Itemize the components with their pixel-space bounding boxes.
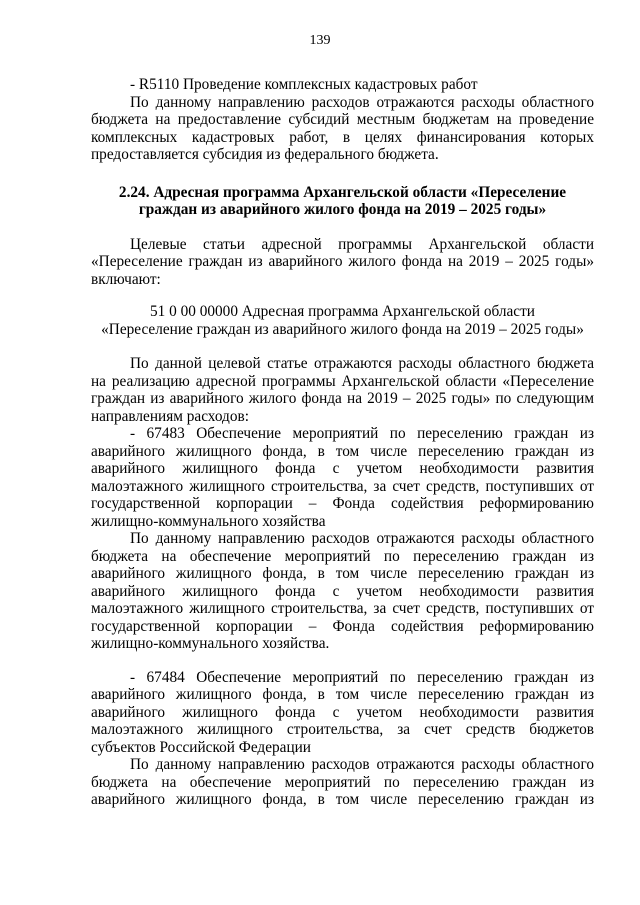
item-r5110: - R5110 Проведение комплексных кадастровых работ: [130, 76, 478, 93]
section-heading-line-2: граждан из аварийного жилого фонда на 2019 – 2025 годы»: [138, 201, 547, 218]
target-article-line-2: «Переселение граждан из аварийного жилого фонда на 2019 – 2025 годы»: [101, 320, 584, 338]
document-body: [91, 76, 594, 809]
text-r5110: По данному направлению расходов отражаются расходы областного бюджета на предоставление субсидий местным бюджетам на проведение комплексных кадастровых работ, в целях финансирования которых предоставляется субсидия из федерального бюджета.: [91, 93, 594, 163]
target-article-line-1: 51 0 00 00000 Адресная программа Архангельской области: [150, 303, 535, 320]
spacer: [91, 164, 594, 184]
page-number: 139: [309, 33, 331, 48]
spacer: [91, 338, 594, 355]
text-67484: По данному направлению расходов отражаются расходы областного бюджета на обеспечение мероприятий по переселению граждан из аварийного жилищного фонда, в том числе переселению граждан из: [91, 756, 594, 808]
spacer: [91, 653, 594, 669]
spacer: [91, 219, 594, 236]
item-67483: - 67483 Обеспечение мероприятий по переселению граждан из аварийного жилищного фонда, в том числе переселению граждан из аварийного жилищного фонда с учетом необходимости развития малоэтажного жилищного строительства, за счет средств, поступивших от государственной корпорации – Фонда содействия реформированию жилищно-коммунального хозяйства: [91, 425, 594, 530]
spacer: [91, 288, 594, 303]
intro-paragraph: Целевые статьи адресной программы Архангельской области «Переселение граждан из аварийного жилого фонда на 2019 – 2025 годы» включают:: [91, 235, 594, 288]
target-article-text: По данной целевой статье отражаются расходы областного бюджета на реализацию адресной программы Архангельской области «Переселение граждан из аварийного жилого фонда на 2019 – 2025 годы» по следующим направлениям расходов:: [91, 355, 594, 425]
section-heading-line-1: 2.24. Адресная программа Архангельской области «Переселение: [118, 183, 567, 201]
text-67483: По данному направлению расходов отражаются расходы областного бюджета на обеспечение мероприятий по переселению граждан из аварийного жилищного фонда, в том числе переселению граждан из аварийного жилищного фонда с учетом необходимости развития малоэтажного жилищного строительства, за счет средств, поступивших от государственной корпорации – Фонда содействия реформированию жилищно-коммунального хозяйства.: [91, 530, 594, 652]
item-67484: - 67484 Обеспечение мероприятий по переселению граждан из аварийного жилищного фонда, в том числе переселению граждан из аварийного жилищного фонда с учетом необходимости развития малоэтажного жилищного строительства, за счет средств бюджетов субъектов Российской Федерации: [91, 668, 594, 756]
